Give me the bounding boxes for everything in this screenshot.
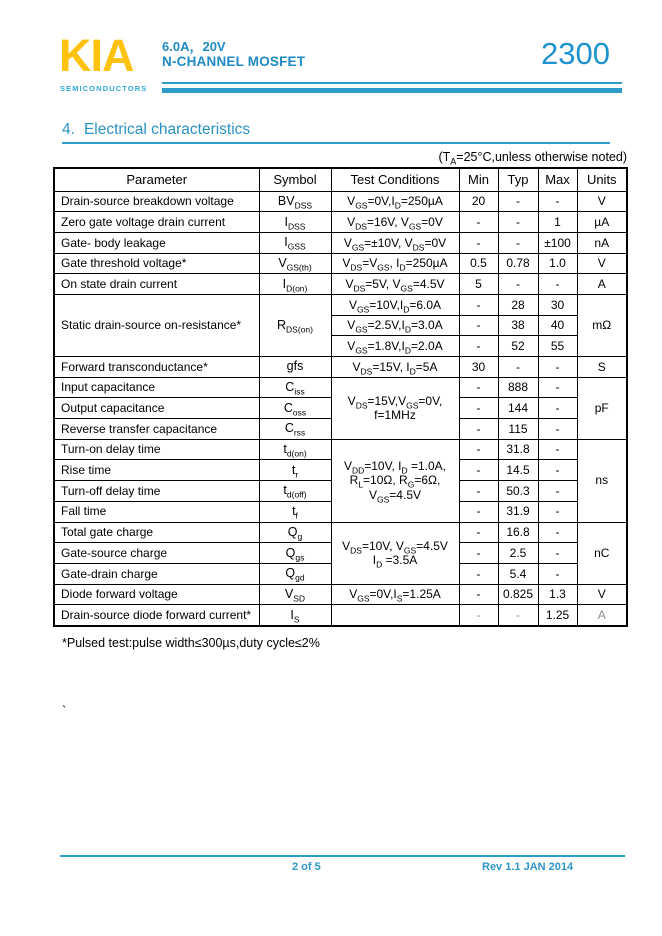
table-cell: $V_{DS}=15V$, $I_D=5A$ (331, 357, 459, 378)
table-cell: mΩ (577, 294, 627, 356)
table-cell: $V_{GS(th)}$ (259, 253, 331, 274)
table-cell: 30 (459, 357, 498, 378)
stray-backtick-mark: ` (62, 703, 67, 718)
table-cell: - (538, 439, 577, 460)
table-cell: - (538, 274, 577, 295)
table-cell: gfs (259, 357, 331, 378)
table-row (54, 212, 627, 233)
table-cell: - (459, 212, 498, 233)
header-rule-thin (162, 82, 622, 84)
table-cell: Drain-source diode forward current* (54, 605, 259, 626)
table-cell: $V_{SD}$ (259, 584, 331, 605)
table-cell: $t_r$ (259, 460, 331, 481)
table-cell: nC (577, 522, 627, 584)
table-cell: - (538, 460, 577, 481)
col-header-typ: Typ (498, 168, 538, 191)
table-cell: 28 (498, 294, 538, 315)
table-cell: 14.5 (498, 460, 538, 481)
table-cell: pF (577, 377, 627, 439)
table-cell: - (459, 522, 498, 543)
table-cell: 115 (498, 419, 538, 440)
table-cell: - (459, 481, 498, 502)
section-number: 4. (62, 121, 75, 138)
table-cell: Gate threshold voltage* (54, 253, 259, 274)
table-cell: Turn-off delay time (54, 481, 259, 502)
table-cell: - (459, 398, 498, 419)
table-cell: 1.3 (538, 584, 577, 605)
col-header-parameter: Parameter (54, 168, 259, 191)
table-cell: $V_{DS}=V_{GS}$, $I_D=250\mu A$ (331, 253, 459, 274)
table-row (54, 274, 627, 295)
table-cell: - (538, 501, 577, 522)
table-cell: Rise time (54, 460, 259, 481)
electrical-characteristics-table (53, 167, 628, 627)
table-cell: - (459, 336, 498, 357)
kia-logo: KIA (59, 30, 134, 81)
table-cell: $V_{DS}=5V$, $V_{GS}=4.5V$ (331, 274, 459, 295)
table-cell: - (498, 232, 538, 253)
table-row (54, 377, 627, 398)
table-cell: $V_{DS}=10V$, $V_{GS}=4.5V$ $I_D =3.5A$ (331, 522, 459, 584)
table-cell: Output capacitance (54, 398, 259, 419)
table-cell: Diode forward voltage (54, 584, 259, 605)
table-cell: ns (577, 439, 627, 522)
table-cell: Gate-drain charge (54, 563, 259, 584)
table-row (54, 439, 627, 460)
table-row (54, 294, 627, 315)
revision-label: Rev 1.1 JAN 2014 (482, 861, 574, 873)
table-row (54, 232, 627, 253)
part-number: 2300 (541, 36, 610, 71)
device-type: N-CHANNEL MOSFET (162, 54, 306, 69)
table-cell: $C_{iss}$ (259, 377, 331, 398)
table-cell: $V_{DD}=10V$, $I_D =1.0A$, $R_L=10\Omega$, $R_G=6\Omega$, $V_{GS}=4.5V$ (331, 439, 459, 522)
table-cell: $t_{d(on)}$ (259, 439, 331, 460)
note-post: =25°C,unless otherwise noted) (456, 150, 627, 164)
table-cell: - (538, 398, 577, 419)
section-title: Electrical characteristics (83, 121, 251, 138)
table-cell: 0.78 (498, 253, 538, 274)
table-cell: $Q_{gs}$ (259, 543, 331, 564)
table-cell: Zero gate voltage drain current (54, 212, 259, 233)
table-cell: nA (577, 232, 627, 253)
table-cell: - (459, 377, 498, 398)
table-cell: $V_{DS}=15V,V_{GS}=0V$, f=1MHz (331, 377, 459, 439)
table-cell: - (498, 191, 538, 212)
table-cell: - (538, 357, 577, 378)
table-cell: $I_S$ (259, 605, 331, 626)
table-cell: Total gate charge (54, 522, 259, 543)
table-cell: - (459, 315, 498, 336)
table-cell: V (577, 584, 627, 605)
table-cell: - (459, 563, 498, 584)
footer-rule (60, 855, 625, 857)
table-cell: $I_{DSS}$ (259, 212, 331, 233)
table-cell: 0.825 (498, 584, 538, 605)
table-cell: µA (577, 212, 627, 233)
table-cell: Gate-source charge (54, 543, 259, 564)
table-cell: On state drain current (54, 274, 259, 295)
table-row (54, 584, 627, 605)
col-header-units: Units (577, 168, 627, 191)
table-cell: Drain-source breakdown voltage (54, 191, 259, 212)
table-cell: $I_{GSS}$ (259, 232, 331, 253)
table-cell: Forward transconductance* (54, 357, 259, 378)
table-cell: 52 (498, 336, 538, 357)
table-cell: ±100 (538, 232, 577, 253)
table-cell: - (498, 357, 538, 378)
table-cell: $C_{rss}$ (259, 419, 331, 440)
col-header-min: Min (459, 168, 498, 191)
page-number: 2 of 5 (292, 861, 321, 873)
logo-subtitle: SEMICONDUCTORS (60, 84, 148, 93)
table-cell: A (577, 274, 627, 295)
table-cell: 1.25 (538, 605, 577, 626)
table-cell: $V_{GS}=0V,I_D=250\mu A$ (331, 191, 459, 212)
table-cell: $V_{GS}=\pm 10V$, $V_{DS}=0V$ (331, 232, 459, 253)
table-cell: 55 (538, 336, 577, 357)
table-cell: - (459, 584, 498, 605)
table-cell: Turn-on delay time (54, 439, 259, 460)
pulsed-test-footnote: *Pulsed test:pulse width≤300µs,duty cycle≤2% (62, 636, 320, 650)
table-cell: - (459, 501, 498, 522)
table-cell: 1.0 (538, 253, 577, 274)
table-row (54, 357, 627, 378)
table-cell: 30 (538, 294, 577, 315)
table-cell: - (459, 460, 498, 481)
table-cell (331, 605, 459, 626)
table-cell: - (538, 419, 577, 440)
table-cell: - (538, 377, 577, 398)
table-row (54, 191, 627, 212)
table-cell: 2.5 (498, 543, 538, 564)
device-rating: 6.0A，20V (162, 39, 226, 54)
col-header-max: Max (538, 168, 577, 191)
table-cell: - (538, 191, 577, 212)
header-rule-thick (162, 88, 622, 93)
table-cell: $BV_{DSS}$ (259, 191, 331, 212)
table-cell: 0.5 (459, 253, 498, 274)
table-cell: - (459, 543, 498, 564)
table-cell: $Q_{gd}$ (259, 563, 331, 584)
table-cell: $Q_g$ (259, 522, 331, 543)
table-cell: - (498, 605, 538, 626)
table-row (54, 522, 627, 543)
table-cell: 888 (498, 377, 538, 398)
table-body (54, 191, 627, 626)
table-condition-note (438, 150, 627, 167)
table-cell: 5.4 (498, 563, 538, 584)
table-cell: - (498, 212, 538, 233)
col-header-symbol: Symbol (259, 168, 331, 191)
table-cell: - (459, 439, 498, 460)
table-cell: A (577, 605, 627, 626)
table-cell: - (538, 563, 577, 584)
table-cell: Reverse transfer capacitance (54, 419, 259, 440)
table-cell: 40 (538, 315, 577, 336)
table-cell: $V_{GS}=2.5V,I_D=3.0A$ (331, 315, 459, 336)
table-header-row (54, 168, 627, 191)
table-cell: Static drain-source on-resistance* (54, 294, 259, 356)
table-cell: 144 (498, 398, 538, 419)
table-cell: Gate- body leakage (54, 232, 259, 253)
table-cell: $t_{d(off)}$ (259, 481, 331, 502)
table-cell: $t_f$ (259, 501, 331, 522)
table-cell: $V_{GS}=10V,I_D=6.0A$ (331, 294, 459, 315)
section-heading (62, 121, 610, 144)
table-cell: - (538, 481, 577, 502)
table-cell: 20 (459, 191, 498, 212)
note-subscript: A (450, 156, 457, 167)
note-pre: (T (438, 150, 451, 164)
table-cell: Fall time (54, 501, 259, 522)
table-cell: 31.9 (498, 501, 538, 522)
table-cell: Input capacitance (54, 377, 259, 398)
table-cell: $R_{DS(on)}$ (259, 294, 331, 356)
table-cell: $I_{D(on)}$ (259, 274, 331, 295)
table-cell: $V_{GS}=1.8V,I_D=2.0A$ (331, 336, 459, 357)
table-cell: V (577, 253, 627, 274)
table-cell: $V_{GS}=0V,I_S=1.25A$ (331, 584, 459, 605)
table-cell: - (459, 605, 498, 626)
table-cell: $V_{DS}=16V$, $V_{GS}=0V$ (331, 212, 459, 233)
table-cell: 50.3 (498, 481, 538, 502)
table-cell: 16.8 (498, 522, 538, 543)
table-cell: - (538, 543, 577, 564)
table-row (54, 253, 627, 274)
table-cell: - (538, 522, 577, 543)
table-cell: 5 (459, 274, 498, 295)
col-header-test-conditions: Test Conditions (331, 168, 459, 191)
table-cell: $C_{oss}$ (259, 398, 331, 419)
table-cell: - (459, 232, 498, 253)
table-cell: 31.8 (498, 439, 538, 460)
table-cell: S (577, 357, 627, 378)
table-cell: - (459, 419, 498, 440)
table-cell: - (498, 274, 538, 295)
table-cell: V (577, 191, 627, 212)
table-cell: 1 (538, 212, 577, 233)
table-cell: - (459, 294, 498, 315)
table-cell: 38 (498, 315, 538, 336)
table-row (54, 605, 627, 626)
